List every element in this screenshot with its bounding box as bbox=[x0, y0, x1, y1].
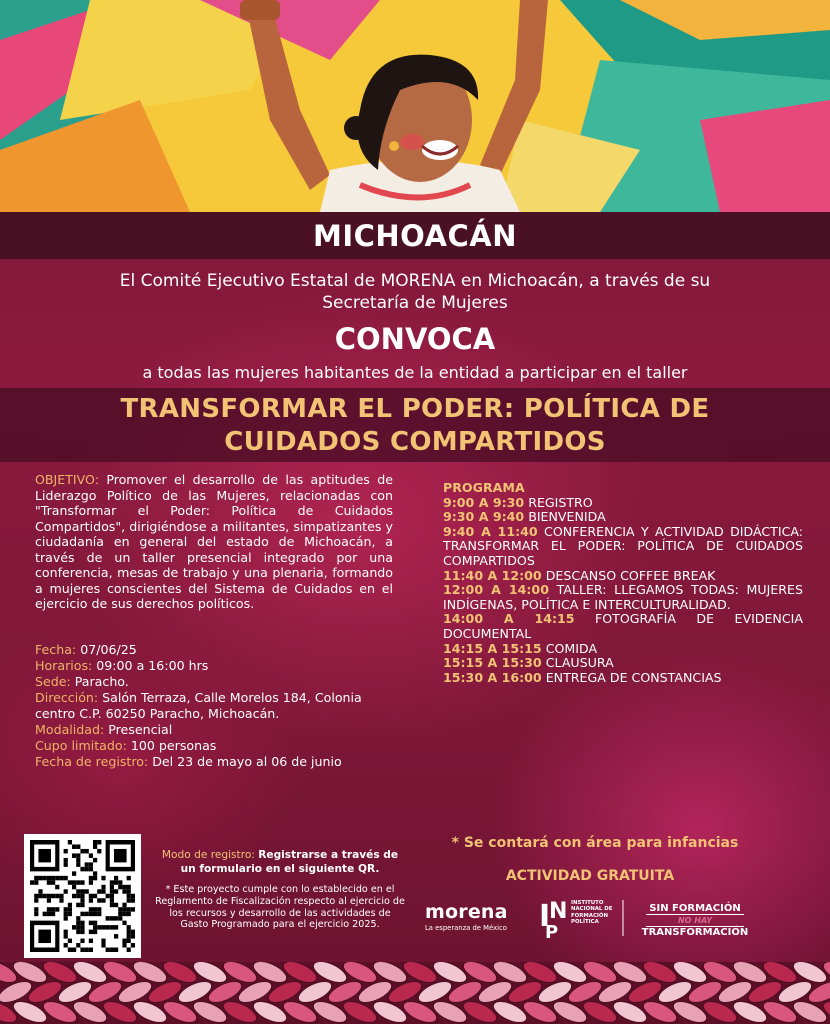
svg-text:N: N bbox=[549, 899, 568, 924]
program-time: 9:40 A 11:40 bbox=[443, 523, 538, 539]
program-text: TALLER: LLEGAMOS TODAS: MUJERES INDÍGENAS, POLÍTICA E INTERCULTURALIDAD. bbox=[443, 582, 803, 612]
inp-text: INSTITUTO NACIONAL DE FORMACIÓN POLÍTICA bbox=[571, 900, 613, 926]
detail-value: 09:00 a 16:00 hrs bbox=[96, 658, 209, 673]
braided-textile-border bbox=[0, 962, 830, 1024]
detail-label: Horarios: bbox=[35, 658, 93, 673]
objective-label: OBJETIVO: bbox=[35, 472, 99, 487]
program-item bbox=[443, 496, 803, 511]
intro-line-2: Secretaría de Mujeres bbox=[322, 293, 508, 313]
program-time: 12:00 A 14:00 bbox=[443, 582, 549, 598]
detail-value: 07/06/25 bbox=[80, 642, 137, 657]
sin-formacion-logo bbox=[640, 903, 750, 938]
program-text: CONFERENCIA Y ACTIVIDAD DIDÁCTICA: TRANSFORMAR EL PODER: POLÍTICA DE CUIDADOS COMPARTIDOS bbox=[443, 523, 804, 568]
intro-line-1: El Comité Ejecutivo Estatal de MORENA en Michoacán, a través de su bbox=[119, 271, 711, 291]
program-text: COMIDA bbox=[545, 640, 598, 656]
detail-capacity bbox=[35, 738, 405, 754]
detail-registration-dates bbox=[35, 754, 405, 770]
detail-value: Salón Terraza, Calle Morelos 184, Colonia bbox=[102, 690, 362, 705]
sin-line-3: TRANSFORMACIÓN bbox=[641, 927, 749, 938]
program-time: 9:30 A 9:40 bbox=[443, 509, 525, 525]
program-time: 9:00 A 9:30 bbox=[443, 494, 525, 510]
convoca-heading: CONVOCA bbox=[334, 322, 496, 356]
program-time: 11:40 A 12:00 bbox=[443, 567, 542, 583]
detail-label: Fecha de registro: bbox=[35, 754, 149, 769]
region-title: MICHOACÁN bbox=[312, 218, 518, 253]
morena-logo bbox=[425, 901, 525, 932]
detail-value: centro C.P. 60250 Paracho, Michoacán. bbox=[35, 706, 280, 721]
detail-label: Dirección: bbox=[35, 690, 99, 705]
qr-code-icon bbox=[30, 840, 135, 952]
program-text: REGISTRO bbox=[528, 494, 593, 510]
program-text: BIENVENIDA bbox=[528, 509, 606, 525]
registration-mode bbox=[155, 849, 405, 876]
detail-value: Del 23 de mayo al 06 de junio bbox=[152, 754, 342, 769]
detail-label: Cupo limitado: bbox=[35, 738, 127, 753]
detail-value: Presencial bbox=[108, 722, 173, 737]
program-item bbox=[443, 612, 803, 641]
program-time: 14:15 A 15:15 bbox=[443, 640, 542, 656]
detail-address bbox=[35, 690, 405, 706]
program-item bbox=[443, 656, 803, 671]
detail-label: Fecha: bbox=[35, 642, 77, 657]
program-title: PROGRAMA bbox=[443, 480, 525, 495]
program-text: FOTOGRAFÍA DE EVIDENCIA DOCUMENTAL bbox=[443, 611, 803, 641]
detail-mode bbox=[35, 722, 405, 738]
disclaimer-text: * Este proyecto cumple con lo establecido en el Reglamento de Fiscalización respecto al ejercicio de los recursos y desarrollo de las actividades de Gasto Programado para el ejercicio 2025. bbox=[155, 884, 405, 931]
hero-illustration bbox=[0, 0, 830, 212]
detail-address-cont bbox=[35, 706, 405, 722]
sin-line-2: NO HAY bbox=[646, 914, 744, 927]
program-item bbox=[443, 569, 803, 584]
svg-text:P: P bbox=[545, 922, 559, 940]
detail-value: Paracho. bbox=[74, 674, 129, 689]
objective-text: Promover el desarrollo de las aptitudes de Liderazgo Político de las Mujeres, relacionadas con "Transformar el Poder: Política de Cuidados Compartidos", dirigiéndose a militantes, simpatizantes y ciudadanía en general del estado de Michoacán, a través de un taller presencial integrado por una conferencia, mesas de trabajo y una plenaria, formando a mujeres conscientes del Sistema de Cuidados en el ejercicio de sus derechos políticos. bbox=[35, 472, 393, 611]
childcare-note: * Se contará con área para infancias bbox=[451, 835, 739, 851]
program-item bbox=[443, 583, 803, 612]
program-time: 14:00 A 14:15 bbox=[443, 611, 575, 627]
objective-paragraph bbox=[35, 472, 393, 612]
sin-line-1: SIN FORMACIÓN bbox=[649, 903, 741, 914]
program-list bbox=[443, 481, 803, 685]
program-text: CLAUSURA bbox=[545, 655, 614, 671]
program-time: 15:30 A 16:00 bbox=[443, 669, 542, 685]
morena-tagline: La esperanza de México bbox=[425, 924, 507, 932]
region-band bbox=[0, 212, 830, 259]
program-item bbox=[443, 510, 803, 525]
program-text: DESCANSO COFFEE BREAK bbox=[545, 567, 716, 583]
detail-venue bbox=[35, 674, 405, 690]
registration-mode-label: Modo de registro: bbox=[161, 849, 255, 861]
workshop-title-line-1: TRANSFORMAR EL PODER: POLÍTICA DE bbox=[120, 394, 710, 424]
detail-label: Modalidad: bbox=[35, 722, 105, 737]
detail-date bbox=[35, 642, 405, 658]
detail-value: 100 personas bbox=[130, 738, 217, 753]
workshop-title-line-2: CUIDADOS COMPARTIDOS bbox=[224, 427, 606, 457]
program-item bbox=[443, 525, 803, 569]
invite-line: a todas las mujeres habitantes de la entidad a participar en el taller bbox=[142, 363, 688, 382]
program-text: ENTREGA DE CONSTANCIAS bbox=[545, 669, 722, 685]
program-item bbox=[443, 642, 803, 657]
qr-code[interactable] bbox=[24, 834, 141, 958]
svg-text:I: I bbox=[539, 899, 551, 934]
program-item bbox=[443, 671, 803, 686]
free-activity-note: ACTIVIDAD GRATUITA bbox=[505, 868, 675, 884]
morena-wordmark: morena bbox=[425, 901, 508, 923]
detail-label: Sede: bbox=[35, 674, 71, 689]
registration-mode-text: Registrarse a través de un formulario en el siguiente QR. bbox=[180, 849, 399, 875]
detail-hours bbox=[35, 658, 405, 674]
inp-logo bbox=[537, 892, 627, 940]
program-time: 15:15 A 15:30 bbox=[443, 655, 542, 671]
